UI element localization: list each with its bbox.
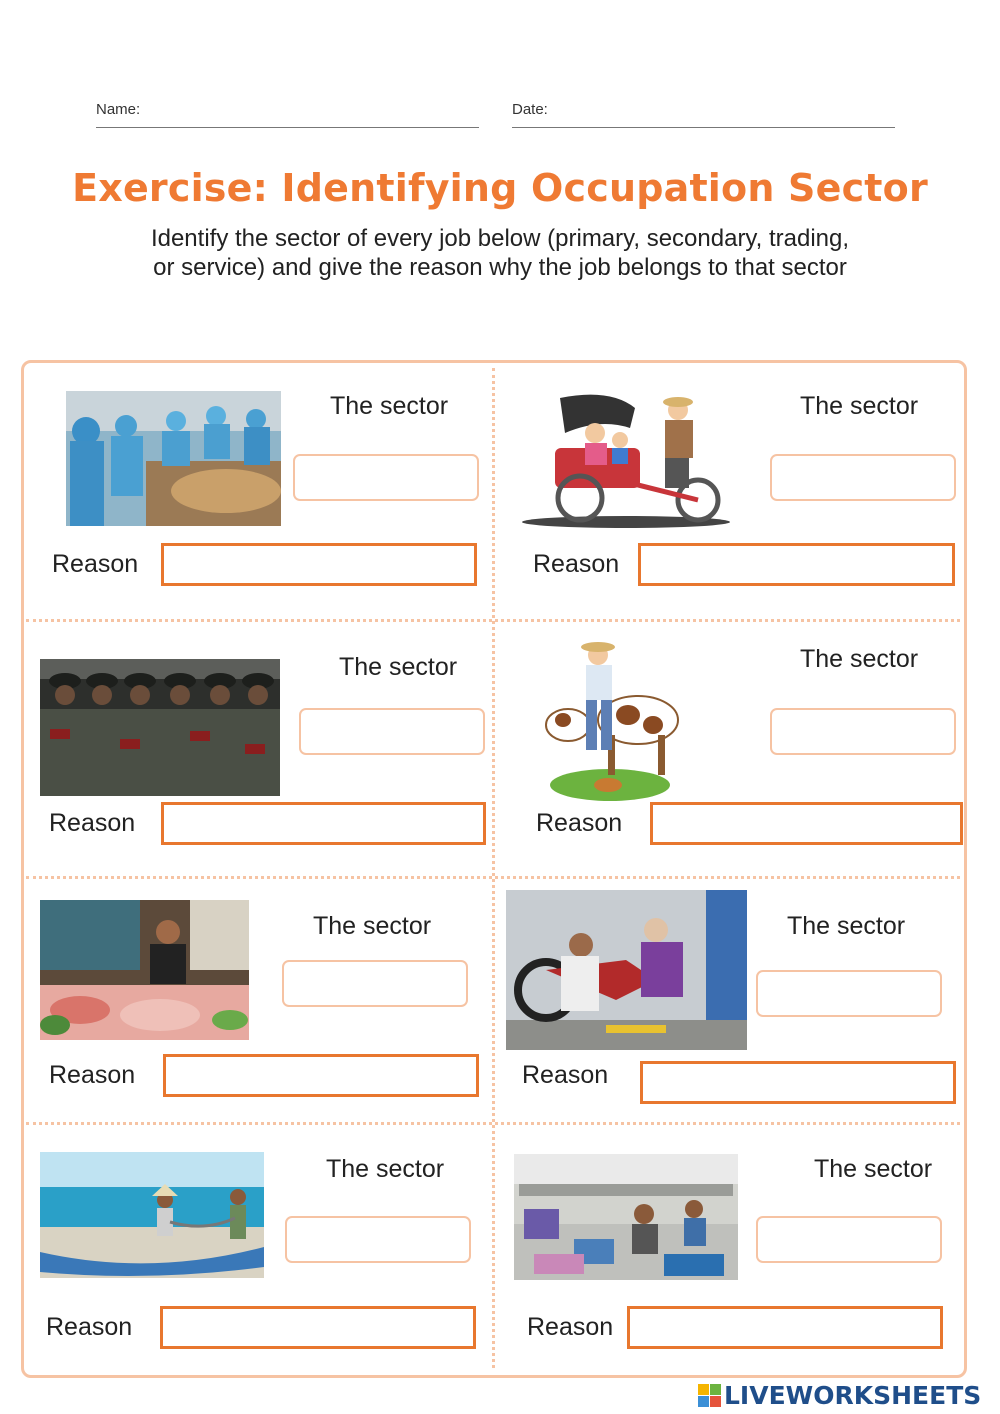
instructions: Identify the sector of every job below (primary, secondary, trading, or service) and give the reason why the job belongs to that sector [150,225,850,281]
reason-answer-box[interactable] [163,1054,479,1097]
reason-label: Reason [522,1061,609,1089]
row-divider [26,619,960,622]
cattle-farmer-illustration [528,635,690,805]
fishermen-photo [40,1152,264,1278]
row-divider [26,876,960,879]
reason-answer-box[interactable] [650,802,963,845]
sector-answer-box[interactable] [293,454,479,501]
sector-label: The sector [800,645,919,673]
liveworksheets-logo-icon [698,1384,721,1407]
column-divider [492,368,495,1368]
reason-answer-box[interactable] [161,802,486,845]
reason-label: Reason [533,550,620,578]
reason-answer-box[interactable] [161,543,477,586]
date-line[interactable] [512,127,895,128]
sector-answer-box[interactable] [282,960,468,1007]
sector-answer-box[interactable] [299,708,485,755]
sector-label: The sector [800,392,919,420]
reason-label: Reason [49,1061,136,1089]
sector-answer-box[interactable] [770,454,956,501]
reason-answer-box[interactable] [638,543,955,586]
garment-workers-photo [514,1154,738,1280]
reason-label: Reason [536,809,623,837]
soldiers-photo [40,659,280,796]
page-title: Exercise: Identifying Occupation Sector [72,166,928,210]
sector-label: The sector [814,1155,933,1183]
sector-answer-box[interactable] [756,1216,942,1263]
reason-label: Reason [527,1313,614,1341]
row-divider [26,1122,960,1125]
reason-answer-box[interactable] [640,1061,956,1104]
sector-label: The sector [326,1155,445,1183]
market-vendor-photo [40,900,249,1040]
sector-label: The sector [787,912,906,940]
sector-label: The sector [339,653,458,681]
reason-answer-box[interactable] [627,1306,943,1349]
reason-answer-box[interactable] [160,1306,476,1349]
sector-answer-box[interactable] [285,1216,471,1263]
sector-answer-box[interactable] [770,708,956,755]
liveworksheets-brand: LIVEWORKSHEETS [724,1380,982,1410]
reason-label: Reason [52,550,139,578]
sector-answer-box[interactable] [756,970,942,1017]
pedicab-driver-illustration [520,388,732,530]
sector-label: The sector [313,912,432,940]
name-label: Name: [96,101,141,118]
name-line[interactable] [96,127,479,128]
reason-label: Reason [46,1313,133,1341]
liveworksheets-logo [698,1380,981,1410]
sector-label: The sector [330,392,449,420]
motorcycle-mechanic-photo [506,890,747,1050]
factory-workers-photo [66,391,281,526]
reason-label: Reason [49,809,136,837]
date-label: Date: [512,101,548,118]
